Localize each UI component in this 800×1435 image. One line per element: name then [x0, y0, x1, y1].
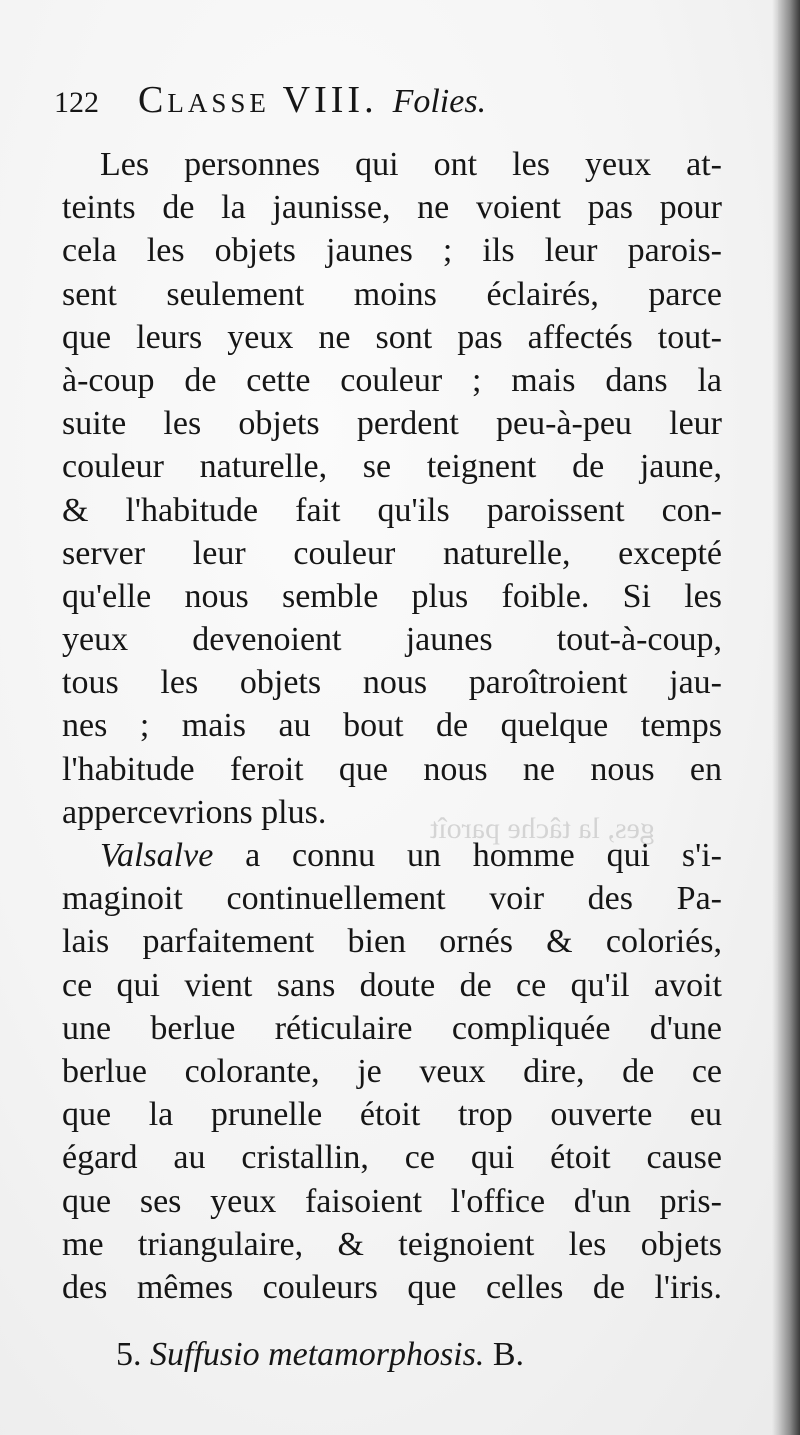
section-number: 5.	[116, 1336, 142, 1373]
text-line: yeux devenoient jaunes tout-à-coup,	[62, 621, 722, 659]
author-name: Valsalve	[100, 837, 214, 874]
body-text	[62, 143, 722, 1309]
text-line: que leurs yeux ne sont pas affectés tout-	[62, 318, 722, 356]
text-line: que la prunelle étoit trop ouverte eu	[62, 1096, 722, 1134]
section-heading	[116, 1336, 524, 1374]
page-number: 122	[54, 86, 99, 119]
text-line: ce qui vient sans doute de ce qu'il avoit	[62, 966, 722, 1004]
text-line: égard au cristallin, ce qui étoit cause	[62, 1139, 722, 1177]
text-line: server leur couleur naturelle, excepté	[62, 534, 722, 572]
text-line: tous les objets nous paroîtroient jau-	[62, 664, 722, 702]
text-line: Les personnes qui ont les yeux at-	[100, 146, 722, 183]
text-line: suite les objets perdent peu-à-peu leur	[62, 405, 722, 443]
text-line: sent seulement moins éclairés, parce	[62, 275, 722, 313]
class-title: Classe VIII.	[138, 79, 378, 121]
bleed-through-text: ges, la tâche paroît	[430, 812, 655, 845]
text-line: & l'habitude fait qu'ils paroissent con-	[62, 491, 722, 529]
text-line: l'habitude feroit que nous ne nous en	[62, 750, 722, 788]
binding-shadow	[778, 0, 800, 1435]
section-title: Suffusio metamorphosis.	[150, 1336, 485, 1373]
text-line: des mêmes couleurs que celles de l'iris.	[62, 1268, 722, 1306]
text-line	[62, 834, 722, 877]
text-line: couleur naturelle, se teignent de jaune,	[62, 448, 722, 486]
text-line: nes ; mais au bout de quelque temps	[62, 707, 722, 745]
header-subject: Folies.	[392, 83, 487, 120]
running-header	[54, 78, 694, 128]
text-line: teints de la jaunisse, ne voient pas pour	[62, 189, 722, 227]
text-line: qu'elle nous semble plus foible. Si les	[62, 577, 722, 615]
section-suffix: B.	[492, 1336, 525, 1373]
text-fragment: a connu un homme qui s'i-	[213, 837, 722, 874]
text-line: cela les objets jaunes ; ils leur parois-	[62, 232, 722, 270]
text-line: maginoit continuellement voir des Pa-	[62, 880, 722, 918]
text-line: lais parfaitement bien ornés & coloriés,	[62, 923, 722, 961]
text-line: à-coup de cette couleur ; mais dans la	[62, 361, 722, 399]
text-line: me triangulaire, & teignoient les objets	[62, 1225, 722, 1263]
text-line: que ses yeux faisoient l'office d'un pris-	[62, 1182, 722, 1220]
text-line: berlue colorante, je veux dire, de ce	[62, 1052, 722, 1090]
text-line: appercevrions plus.	[62, 793, 327, 831]
text-line: une berlue réticulaire compliquée d'une	[62, 1009, 722, 1047]
